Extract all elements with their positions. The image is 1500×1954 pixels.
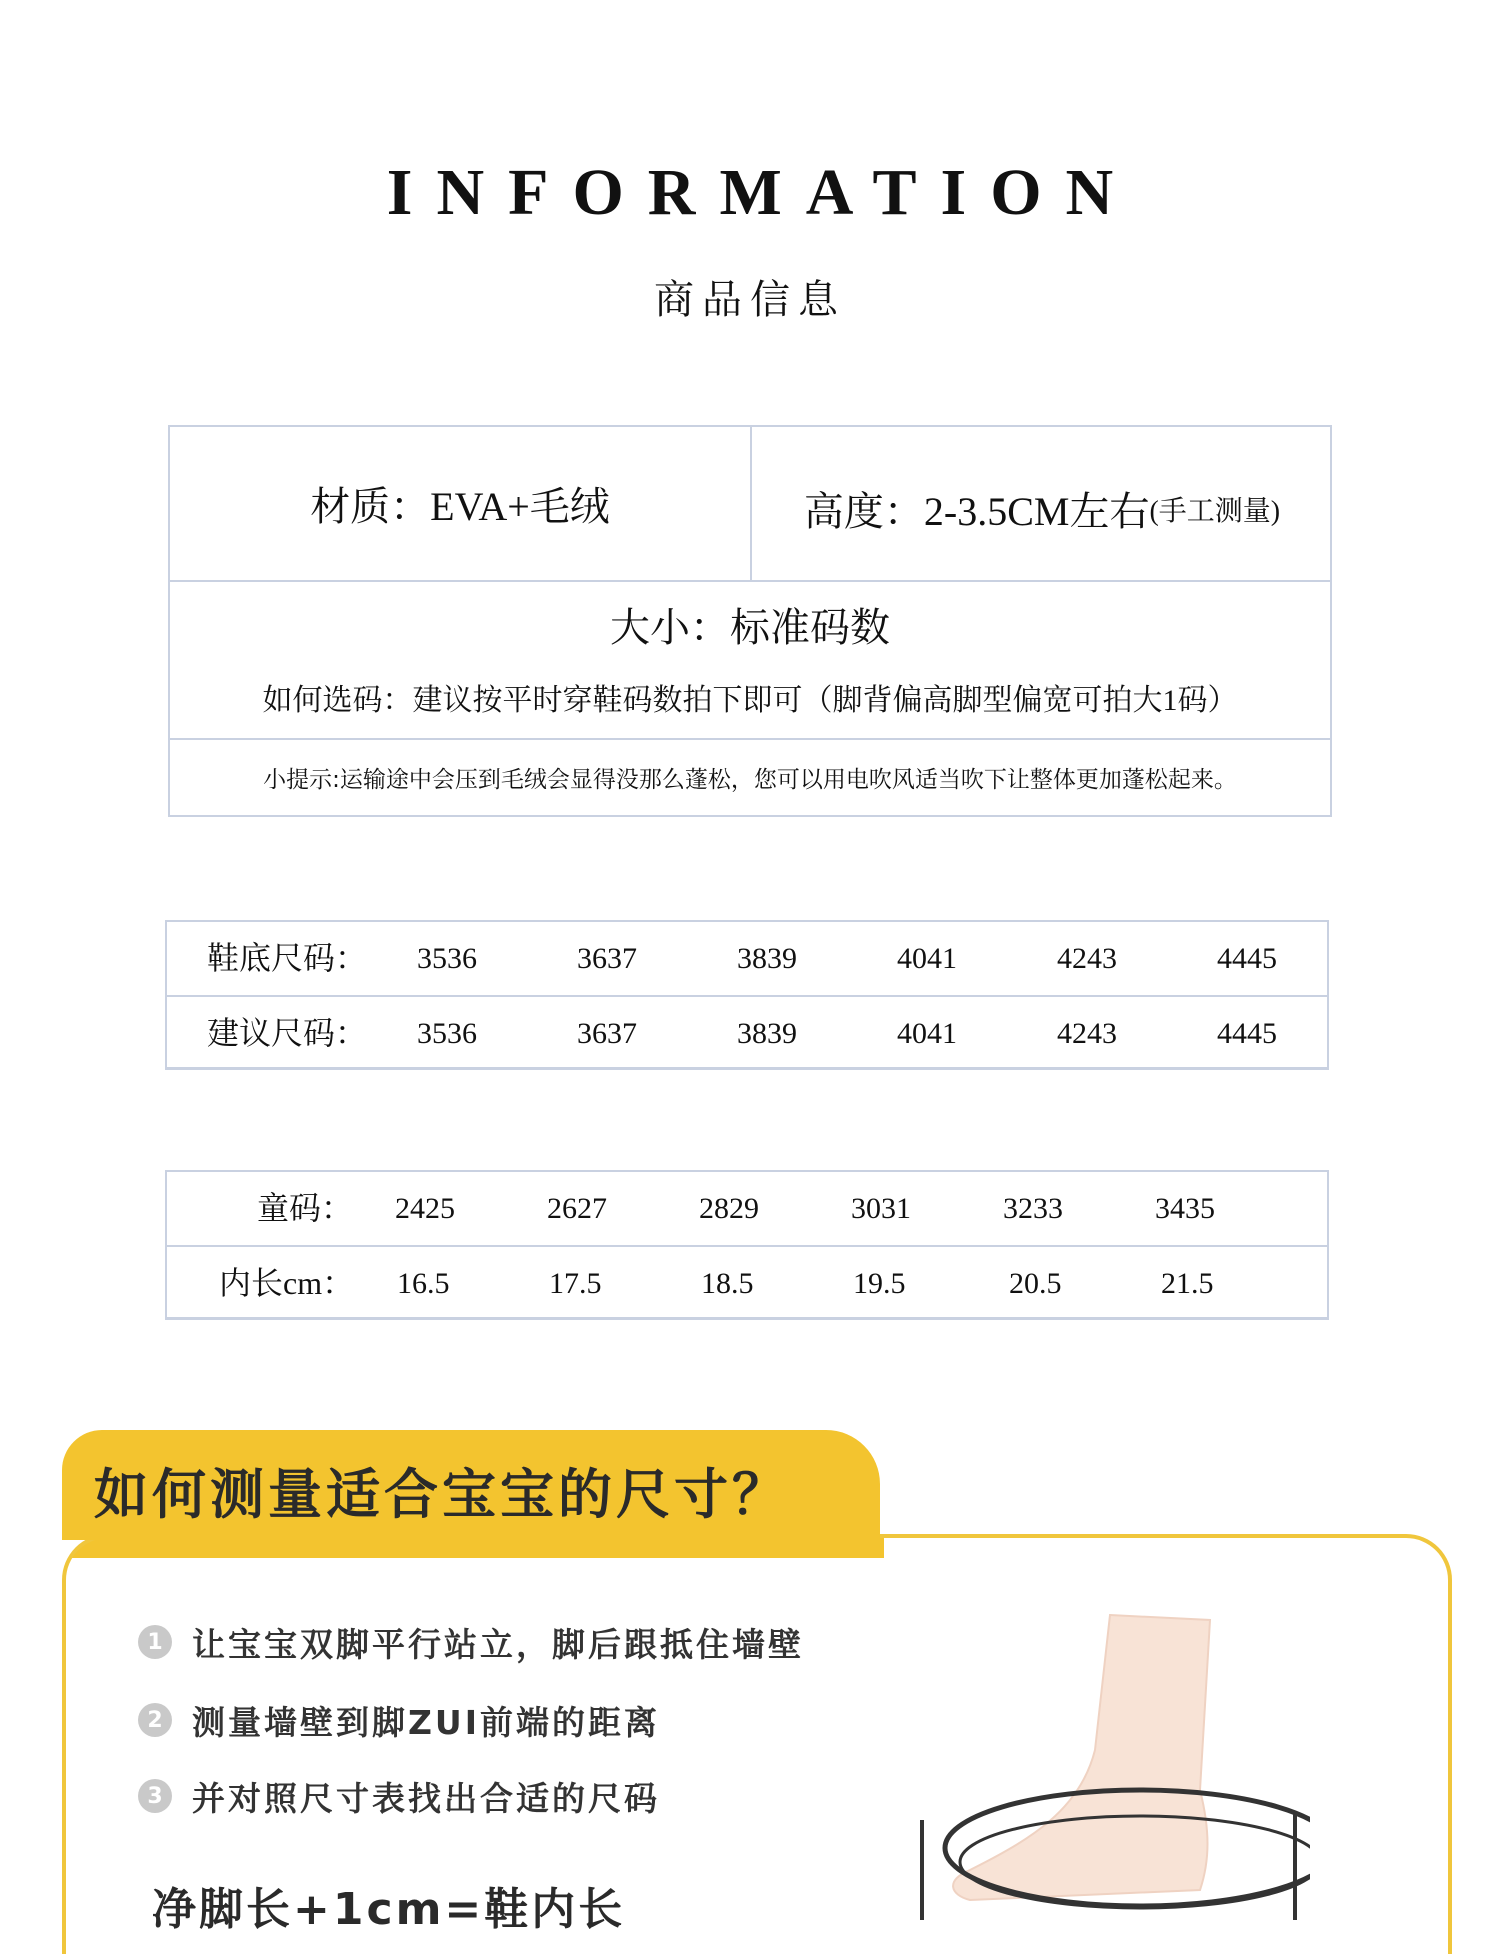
step-number-icon: 2 [138,1703,172,1737]
step-text: 测量墙壁到脚ZUI前端的距离 [192,1702,661,1742]
row-label: 鞋底尺码： [207,940,368,976]
table-cell: 16.5 [397,1267,450,1300]
table-cell: 3233 [1003,1192,1063,1225]
page-subtitle: 商品信息 [654,277,846,323]
height-note: (手工测量) [1149,495,1281,527]
measure-title-tab [62,1430,880,1540]
table-cell: 18.5 [701,1267,754,1300]
table-cell: 3435 [1155,1192,1215,1225]
step-text: 并对照尺寸表找出合适的尺码 [192,1778,660,1818]
measure-step [138,1776,660,1816]
table-cell: 4243 [1057,942,1117,975]
table-cell: 3536 [417,1017,477,1050]
table-row [167,922,1327,997]
table-cell: 2627 [547,1192,607,1225]
foot-shape [953,1615,1210,1900]
table-cell: 4445 [1217,942,1277,975]
measure-formula: 净脚长+1cm=鞋内长 [152,1884,626,1935]
page-title: INFORMATION [386,156,1138,229]
table-cell: 20.5 [1009,1267,1062,1300]
size-text: 大小：标准码数 [610,604,890,650]
step-number-icon: 3 [138,1779,172,1813]
table-cell: 4041 [897,942,957,975]
product-info-box [168,425,1332,817]
row-label: 童码： [257,1190,354,1226]
table-cell: 3637 [577,942,637,975]
material-cell [170,427,752,582]
table-cell: 3839 [737,942,797,975]
step-text: 让宝宝双脚平行站立，脚后跟抵住墙壁 [192,1624,804,1664]
choose-size-text: 如何选码：建议按平时穿鞋码数拍下即可（脚背偏高脚型偏宽可拍大1码） [262,683,1238,717]
table-cell: 19.5 [853,1267,906,1300]
measure-step [138,1700,660,1740]
table-cell: 2829 [699,1192,759,1225]
table-cell: 3536 [417,942,477,975]
table-row [167,997,1327,1070]
table-cell: 4041 [897,1017,957,1050]
size-cell [170,582,1330,740]
table-cell: 21.5 [1161,1267,1214,1300]
row-label: 建议尺码： [207,1015,368,1051]
adult-size-table [165,920,1329,1070]
height-cell [752,427,1332,582]
table-cell: 17.5 [549,1267,602,1300]
kids-size-table [165,1170,1329,1320]
foot-illustration [910,1590,1310,1920]
table-row [167,1247,1327,1320]
table-cell: 2425 [395,1192,455,1225]
material-text: 材质：EVA+毛绒 [310,484,610,529]
table-cell: 4445 [1217,1017,1277,1050]
row-label: 内长cm： [219,1265,355,1301]
step-number-icon: 1 [138,1625,172,1659]
table-row [167,1172,1327,1247]
height-text: 高度：2-3.5CM左右 [803,489,1150,534]
measure-title: 如何测量适合宝宝的尺寸？ [94,1463,790,1526]
measure-step [138,1622,804,1662]
table-cell: 3031 [851,1192,911,1225]
table-cell: 3839 [737,1017,797,1050]
table-cell: 4243 [1057,1017,1117,1050]
table-cell: 3637 [577,1017,637,1050]
shipping-tip: 小提示:运输途中会压到毛绒会显得没那么蓬松，您可以用电吹风适当吹下让整体更加蓬松起来。 [263,767,1237,793]
